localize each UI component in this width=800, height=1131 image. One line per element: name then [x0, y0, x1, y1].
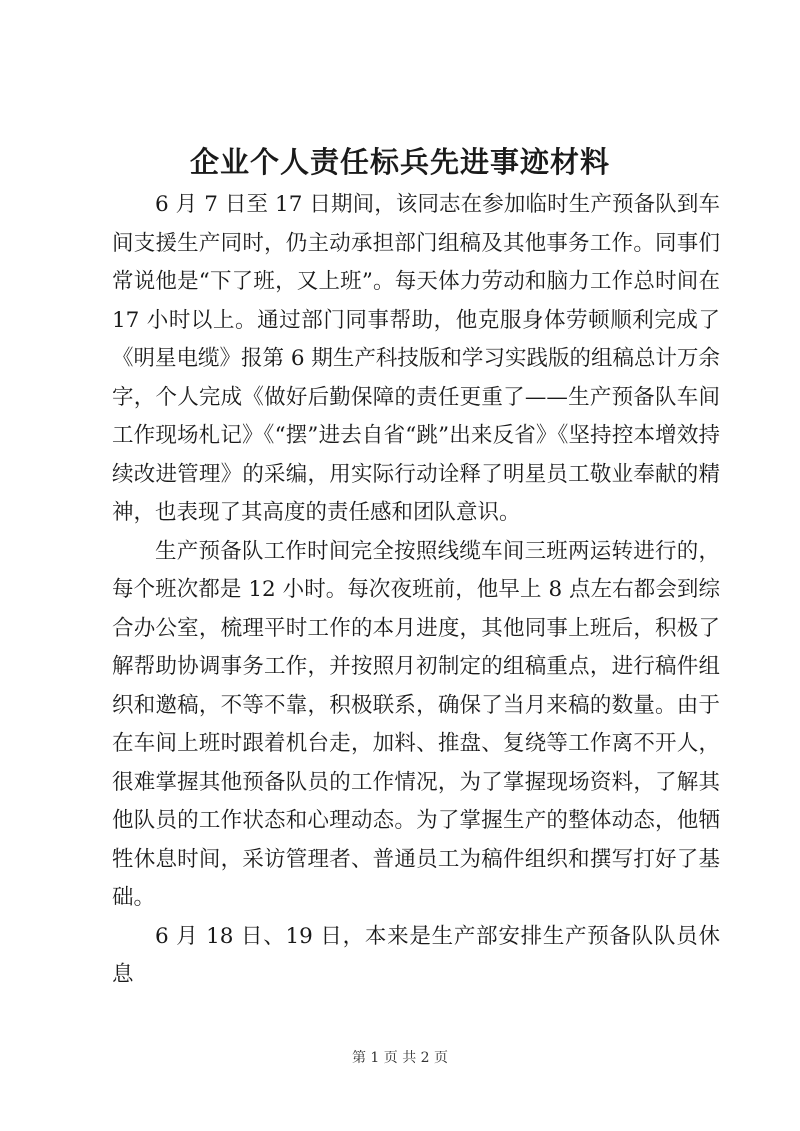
document-body	[112, 186, 720, 995]
paragraph-2: 生产预备队工作时间完全按照线缆车间三班两运转进行的，每个班次都是 12 小时。每次夜班前，他早上 8 点左右都会到综合办公室，梳理平时工作的本月进度，其他同事上班后，积极了解帮助协调事务工作，并按照月初制定的组稿重点，进行稿件组织和邀稿，不等不靠，积极联系，确保了当月来稿的数量。由于在车间上班时跟着机台走，加料、推盘、复绕等工作离不开人，很难掌握其他预备队员的工作情况，为了掌握现场资料，了解其他队员的工作状态和心理动态。为了掌握生产的整体动态，他牺牲休息时间，采访管理者、普通员工为稿件组织和撰写打好了基础。	[112, 538, 720, 910]
paragraph-3: 6 月 18 日、19 日，本来是生产部安排生产预备队队员休息	[112, 923, 720, 987]
document-title: 企业个人责任标兵先进事迹材料	[189, 145, 610, 179]
page-number-label: 第 1 页 共 2 页	[351, 1050, 449, 1066]
page-footer	[0, 1047, 800, 1067]
paragraph-1: 6 月 7 日至 17 日期间，该同志在参加临时生产预备队到车间支援生产同时，仍主动承担部门组稿及其他事务工作。同事们常说他是“下了班，又上班”。每天体力劳动和脑力工作总时间在 17 小时以上。通过部门同事帮助，他克服身体劳顿顺利完成了《明星电缆》报第 6 期生产科技版和学习实践版的组稿总计万余字，个人完成《做好后勤保障的责任更重了——生产预备队车间工作现场札记》《“摆”进去自省“跳”出来反省》《坚持控本增效持续改进管理》的采编，用实际行动诠释了明星员工敬业奉献的精神，也表现了其高度的责任感和团队意识。	[112, 192, 720, 525]
